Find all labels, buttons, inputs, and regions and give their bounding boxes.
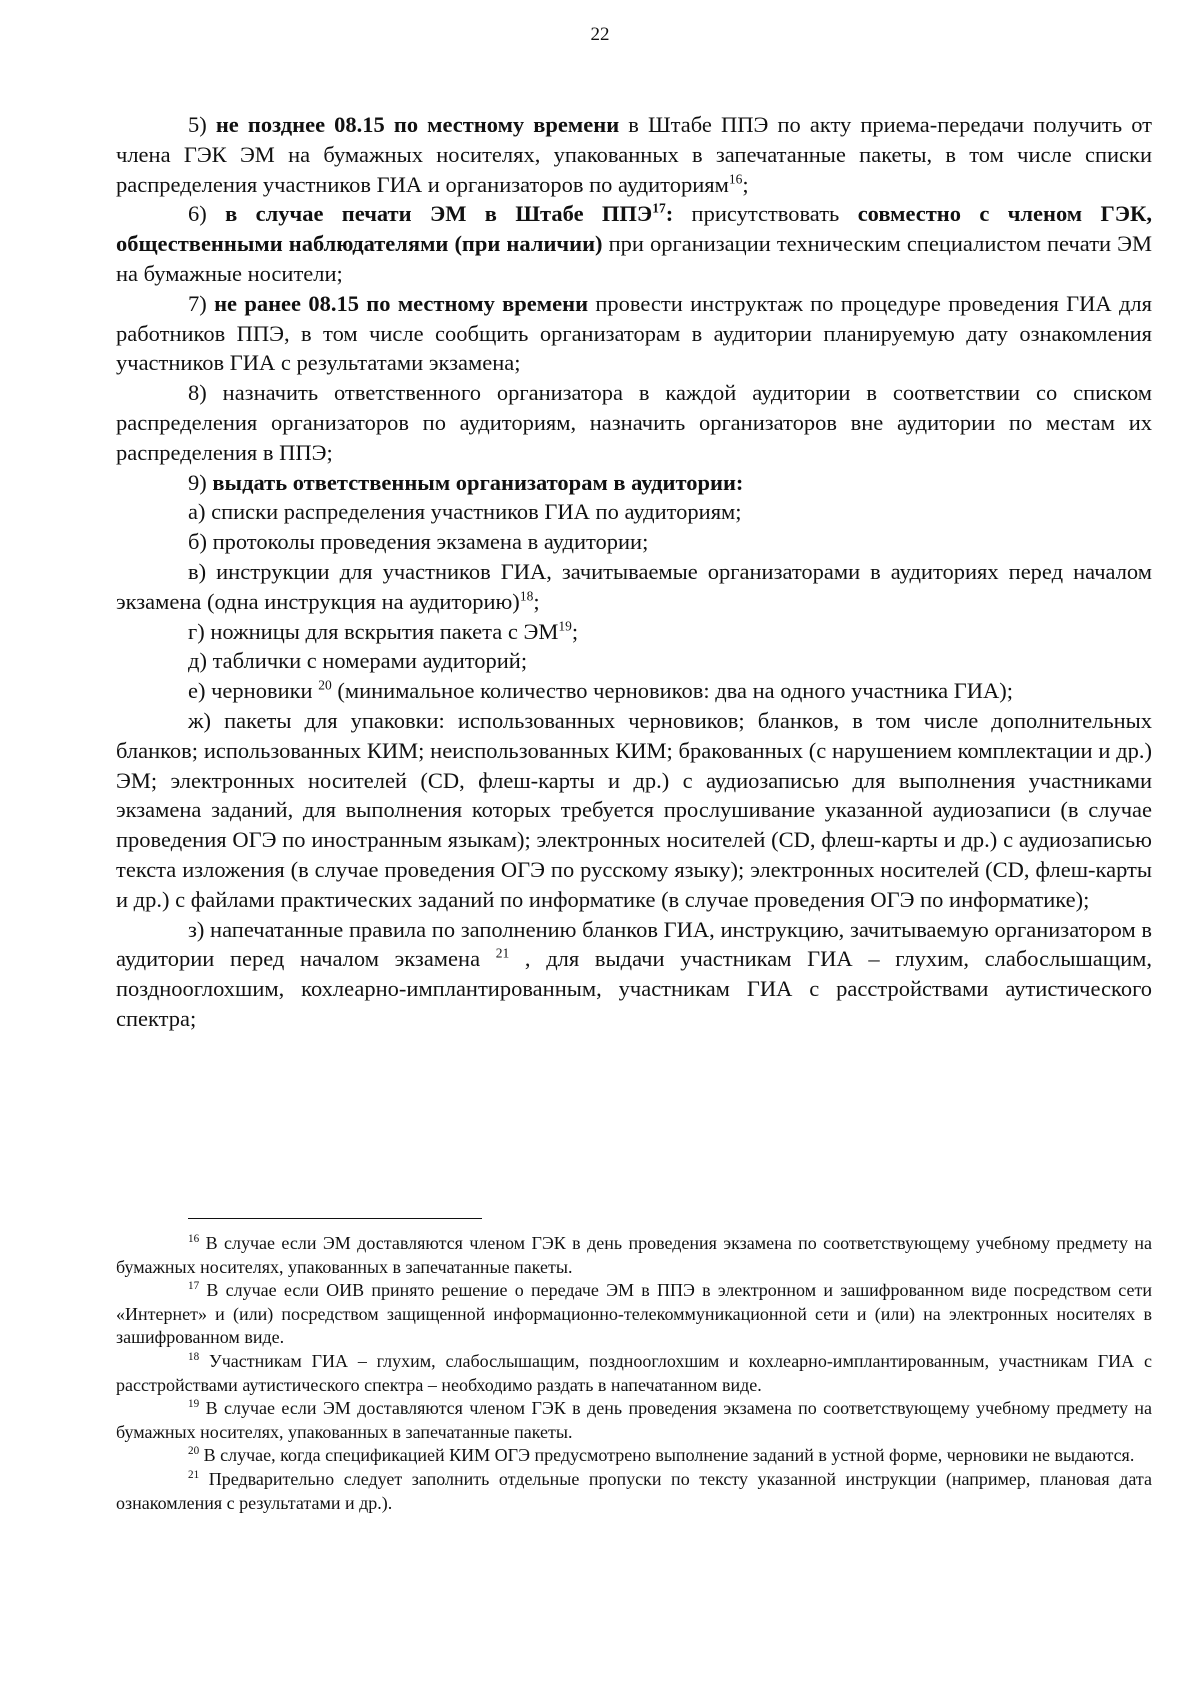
footnote-text: В случае, когда спецификацией КИМ ОГЭ предусмотрено выполнение заданий в устной форме, черновики не выдаются. (199, 1445, 1135, 1466)
footnote-number: 19 (188, 1398, 200, 1411)
page-number: 22 (590, 24, 610, 45)
footnote (116, 1397, 1152, 1444)
subitem-d: д) таблички с номерами аудиторий; (188, 648, 528, 674)
footnote-number: 17 (188, 1280, 200, 1293)
item-6-bold-2: совместно с членом ГЭК, общественными наблюдателями (при наличии) (116, 201, 1152, 257)
subitem-e (116, 676, 1152, 706)
footnote (116, 1468, 1152, 1515)
item-6-number: 6) (188, 201, 226, 227)
subitem-v (116, 557, 1152, 617)
footnote-number: 21 (188, 1468, 200, 1481)
subitem-e-text-2: (минимальное количество черновиков: два на одного участника ГИА); (331, 678, 1014, 704)
footnote-ref-17: 17 (652, 200, 666, 216)
footnote-text: Предварительно следует заполнить отдельные пропуски по тексту указанной инструкции (например, плановая дата ознакомления с результатами и др.). (116, 1468, 1152, 1513)
footnote-number: 18 (188, 1350, 200, 1363)
item-6-text: присутствовать (673, 201, 858, 227)
footnote-separator (188, 1218, 482, 1219)
subitem-a: а) списки распределения участников ГИА по аудиториям; (188, 499, 742, 525)
item-8: 8) назначить ответственного организатора в каждой аудитории в соответствии со списком распределения организаторов по аудиториям, назначить организаторов вне аудитории по местам их распределения в ППЭ; (116, 380, 1152, 465)
item-6-bold: в случае печати ЭМ в Штабе ППЭ (225, 201, 653, 227)
subitem-e-text: е) черновики (188, 678, 319, 704)
footnote-text: В случае если ЭМ доставляются членом ГЭК в день проведения экзамена по соответствующему учебному предмету на бумажных носителях, упакованных в запечатанные пакеты. (116, 1233, 1152, 1277)
footnote-text: Участникам ГИА – глухим, слабослышащим, позднооглохшим и кохлеарно-имплантированным, участникам ГИА с расстройствами аутистического спектра – необходимо раздать в напечатанном виде. (116, 1350, 1152, 1395)
subitem-zh: ж) пакеты для упаковки: использованных черновиков; бланков, в том числе дополнительных бланков; использованных КИМ; неиспользованных КИМ; бракованных (с нарушением комплектации и др.) ЭМ; электронных носителей (CD, флеш-карты и др.) с аудиозаписью для выполнения участниками экзамена заданий, для выполнения которых требуется прослушивание указанной аудиозаписи (в случае проведения ОГЭ по иностранным языкам); электронных носителей (CD, флеш-карты и др.) с аудиозаписью текста изложения (в случае проведения ОГЭ по русскому языку); электронных носителей (CD, флеш-карты и др.) с файлами практических заданий по информатике (в случае проведения ОГЭ по информатике); (116, 707, 1152, 912)
footnote-ref-16: 16 (728, 171, 743, 187)
footnote-text: В случае если ЭМ доставляются членом ГЭК в день проведения экзамена по соответствующему учебному предмету на бумажных носителях, упакованных в запечатанные пакеты. (116, 1398, 1152, 1442)
subitem-z-text-2: , для выдачи участникам ГИА – глухим, слабослышащим, позднооглохшим, кохлеарно-имплантированным, участникам ГИА с расстройствами аутистического спектра; (116, 946, 1152, 1031)
document-body (116, 110, 1152, 1034)
footnote (116, 1232, 1152, 1279)
footnote (116, 1444, 1152, 1468)
footnote-ref-19: 19 (558, 618, 572, 634)
footnote-number: 20 (188, 1445, 200, 1458)
item-5 (116, 110, 1152, 199)
subitem-b: б) протоколы проведения экзамена в аудитории; (188, 529, 649, 555)
item-9-bold: выдать ответственным организаторам в аудитории: (212, 469, 744, 495)
item-5-number: 5) (188, 112, 216, 137)
item-6-text-2: при организации техническим специалистом печати ЭМ на бумажные носители; (116, 231, 1152, 286)
subitem-g-end: ; (571, 618, 579, 644)
footnote-ref-20: 20 (318, 677, 332, 693)
subitem-z-text: з) напечатанные правила по заполнению бланков ГИА, инструкцию, зачитываемую организатором в аудитории перед началом экзамена (116, 916, 1152, 972)
footnote-ref-18: 18 (519, 588, 534, 604)
item-5-end: ; (742, 171, 749, 197)
subitem-g (116, 617, 1152, 647)
item-7 (116, 289, 1152, 378)
subitem-v-end: ; (533, 588, 540, 614)
footnote-number: 16 (188, 1233, 200, 1245)
footnote-ref-21: 21 (495, 945, 510, 961)
item-5-text: в Штабе ППЭ по акту приема-передачи получить от члена ГЭК ЭМ на бумажных носителях, упакованных в запечатанные пакеты, в том числе списки распределения участников ГИА и организаторов по аудиториям (116, 112, 1152, 197)
item-6-colon: : (665, 201, 674, 227)
subitem-z (116, 915, 1152, 1034)
footnote (116, 1350, 1152, 1397)
footnote-text: В случае если ОИВ принято решение о передаче ЭМ в ППЭ в электронном и зашифрованном виде посредством сети «Интернет» и (или) посредством защищенной информационно-телекоммуникационной сети и (или) на электронных носителях в зашифрованном виде. (116, 1280, 1152, 1348)
item-9-number: 9) (188, 469, 213, 495)
item-5-bold: не позднее 08.15 по местному времени (215, 112, 620, 137)
item-7-number: 7) (188, 290, 215, 316)
item-7-text: провести инструктаж по процедуре проведения ГИА для работников ППЭ, в том числе сообщить организаторам в аудитории планируемую дату ознакомления участников ГИА с результатами экзамена; (116, 290, 1152, 376)
footnotes (116, 1232, 1152, 1515)
item-6 (116, 199, 1152, 288)
subitem-g-text: г) ножницы для вскрытия пакета с ЭМ (188, 618, 559, 644)
footnote (116, 1279, 1152, 1350)
item-7-bold: не ранее 08.15 по местному времени (214, 290, 589, 316)
subitem-v-text: в) инструкции для участников ГИА, зачитываемые организаторами в аудиториях перед началом экзамена (одна инструкция на аудиторию) (116, 558, 1152, 614)
item-9 (116, 468, 1152, 498)
